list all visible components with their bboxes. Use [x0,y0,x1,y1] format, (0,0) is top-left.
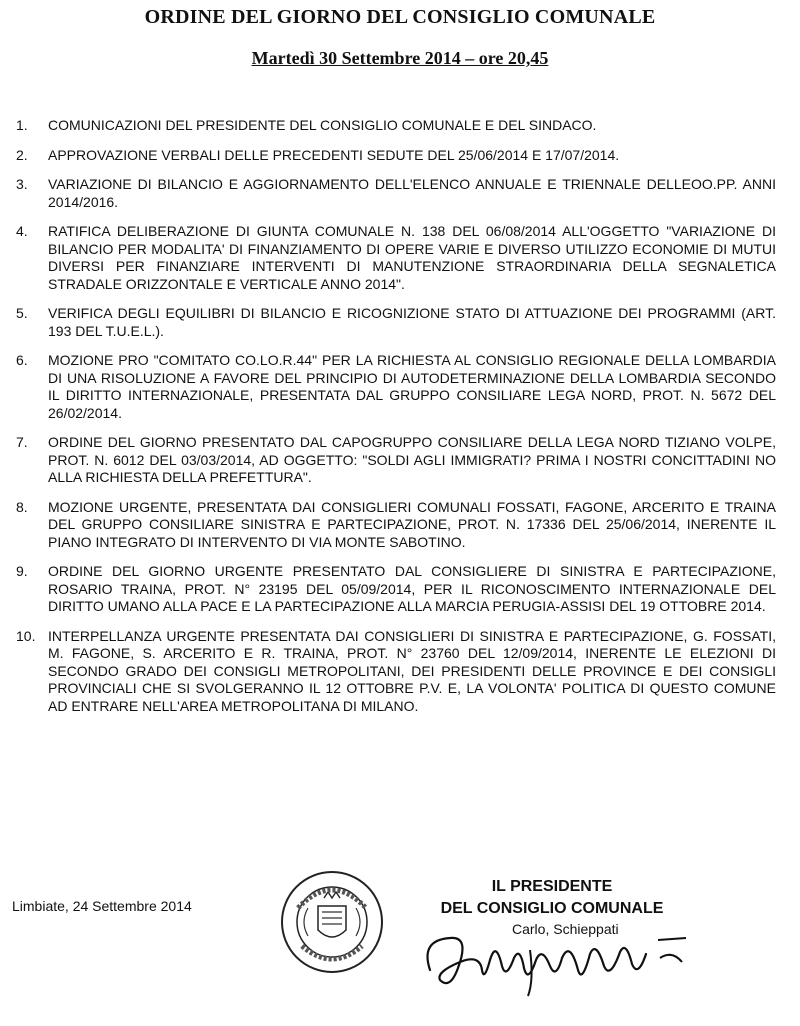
agenda-item-text: APPROVAZIONE VERBALI DELLE PRECEDENTI SEDUTE DEL 25/06/2014 E 17/07/2014. [48,146,620,163]
agenda-item [16,499,776,552]
agenda-item-text: ORDINE DEL GIORNO PRESENTATO DAL CAPOGRUPPO CONSILIARE DELLA LEGA NORD TIZIANO VOLPE, PROT. N. 6012 DEL 03/03/2014, AD OGGETTO: "SOLDI AGLI IMMIGRATI? PRIMA I NOSTRI CONCITTADINI NO ALLA RICHIESTA DELLA PREFETTURA". [48,434,776,485]
agenda-item-number: 1. [16,117,28,133]
agenda-item [16,352,776,422]
handwritten-signature [410,910,700,1000]
place-and-date: Limbiate, 24 Settembre 2014 [12,898,192,914]
agenda-item-number: 3. [16,176,28,192]
agenda-item-text: RATIFICA DELIBERAZIONE DI GIUNTA COMUNALE N. 138 DEL 06/08/2014 ALL'OGGETTO "VARIAZIONE DI BILANCIO PER MODALITA' DI FINANZIAMENTO DI OPERE VARIE E DIVERSO UTILIZZO ECONOMIE DI MUTUI DIVERSI PER FINANZIARE INTERVENTI DI MANUTENZIONE STRAORDINARIA DELLA SEGNALETICA STRADALE ORIZZONTALE E VERTICALE ANNO 2014". [48,223,776,292]
agenda-item [16,176,776,211]
agenda-item-text: ORDINE DEL GIORNO URGENTE PRESENTATO DAL CONSIGLIERE DI SINISTRA E PARTECIPAZIONE, ROSARIO TRAINA, PROT. N° 23195 DEL 05/09/2014, PER IL RICONOSCIMENTO INTERNAZIONALE DEL DIRITTO UMANO ALLA PACE E LA PARTECIPAZIONE ALLA MARCIA PERUGIA-ASSISI DEL 19 OTTOBRE 2014. [48,563,776,614]
agenda-item-number: 8. [16,498,28,515]
agenda-item-number: 7. [16,434,28,450]
agenda-item [16,117,776,135]
agenda-item-number: 5. [16,305,28,321]
meeting-date: Martedì 30 Settembre 2014 – ore 20,45 [251,48,549,68]
agenda-item [16,434,776,487]
agenda-item [16,305,776,340]
agenda-item-text: COMUNICAZIONI DEL PRESIDENTE DEL CONSIGLIO COMUNALE E DEL SINDACO. [48,117,597,133]
agenda-item [16,563,776,616]
signatory-title-line-1: IL PRESIDENTE [491,878,613,895]
agenda-item-text: MOZIONE PRO "COMITATO CO.LO.R.44" PER LA RICHIESTA AL CONSIGLIO REGIONALE DELLA LOMBARDIA DI UNA RISOLUZIONE A FAVORE DEL PRINCIPIO DI AUTODETERMINAZIONE DELLA LOMBARDIA SECONDO IL DIRITTO INTERNAZIONALE, PRESENTATA DAL GRUPPO CONSILIARE LEGA NORD, PROT. N. 5672 DEL 26/02/2014. [48,352,776,421]
agenda-item-number: 4. [16,223,28,239]
agenda-item-number: 9. [16,563,28,579]
signatory-title-line-2: DEL CONSIGLIO COMUNALE [440,900,664,917]
agenda-item-text: INTERPELLANZA URGENTE PRESENTATA DAI CONSIGLIERI DI SINISTRA E PARTECIPAZIONE, G. FOSSATI, M. FAGONE, S. ARCERITO E R. TRAINA, PROT. N° 23760 DEL 12/09/2014, INERENTE LE ELEZIONI DI SECONDO GRADO DEI CONSIGLI METROPOLITANI, DEI PRESIDENTI DELLE PROVINCE E DEI CONSIGLI PROVINCIALI CHE SI SVOLGERANNO IL 12 OTTOBRE P.V. E, LA VOLONTA' POLITICA DI QUESTO COMUNE AD ENTRARE NELL'AREA METROPOLITANA DI MILANO. [48,627,776,714]
signatory-name: Carlo, Schieppati [512,921,619,937]
agenda-item-number: 2. [16,146,28,163]
document-title: ORDINE DEL GIORNO DEL CONSIGLIO COMUNALE [144,6,656,28]
agenda-list [16,117,776,727]
agenda-item-text: VERIFICA DEGLI EQUILIBRI DI BILANCIO E RICOGNIZIONE STATO DI ATTUAZIONE DEI PROGRAMMI (ART. 193 DEL T.U.E.L.). [48,305,776,339]
agenda-item-number: 6. [16,352,28,368]
agenda-item [16,223,776,293]
agenda-item [16,628,776,716]
agenda-item-text: VARIAZIONE DI BILANCIO E AGGIORNAMENTO DELL'ELENCO ANNUALE E TRIENNALE DELLEOO.PP. ANNI 2014/2016. [48,176,776,210]
agenda-item [16,147,776,165]
agenda-item-text: MOZIONE URGENTE, PRESENTATA DAI CONSIGLIERI COMUNALI FOSSATI, FAGONE, ARCERITO E TRAINA DEL GRUPPO CONSILIARE SINISTRA E PARTECIPAZIONE, PROT. N. 17336 DEL 25/06/2014, INERENTE IL PIANO INTEGRATO DI INTERVENTO DI VIA MONTE SABOTINO. [48,498,776,550]
municipal-seal [278,868,386,976]
agenda-item-number: 10. [16,627,36,644]
